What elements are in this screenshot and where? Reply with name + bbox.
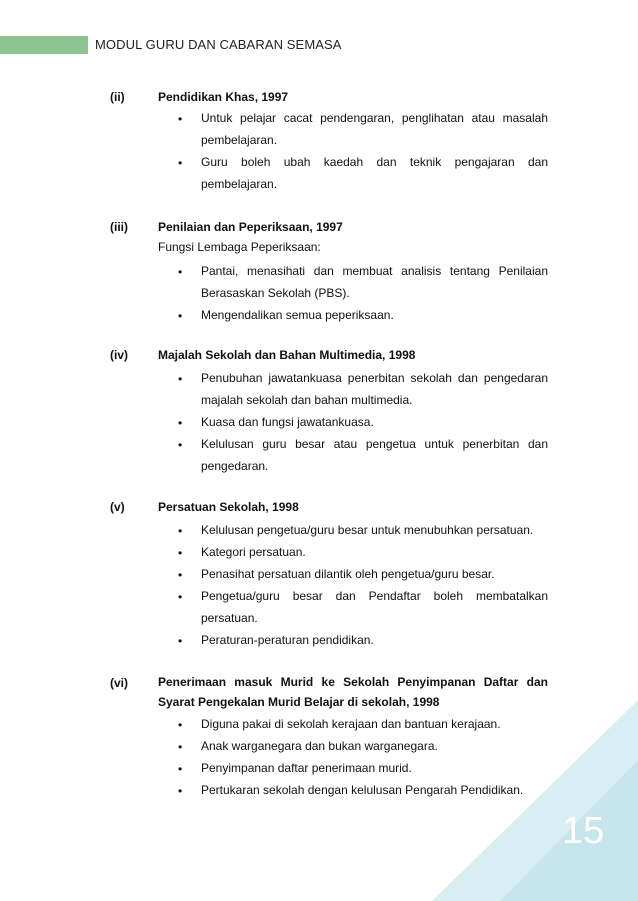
bullet-icon: • [178,762,183,776]
section-number: (ii) [110,90,125,104]
section-heading: Penerimaan masuk Murid ke Sekolah Penyimpanan Daftar dan Syarat Pengekalan Murid Belajar di sekolah, 1998 [158,675,548,709]
bullet-icon: • [178,718,183,732]
header-color-bar [0,36,88,54]
section-heading: Persatuan Sekolah, 1998 [158,500,299,514]
section-subheading: Fungsi Lembaga Peperiksaan: [158,240,321,254]
header-title: MODUL GURU DAN CABARAN SEMASA [95,37,342,52]
list-item: Guru boleh ubah kaedah dan teknik pengajaran dan pembelajaran. [201,155,548,191]
bullet-icon: • [178,634,183,648]
bullet-icon: • [178,438,183,452]
list-item: Pantai, menasihati dan membuat analisis tentang Penilaian Berasaskan Sekolah (PBS). [201,264,548,300]
bullet-icon: • [178,416,183,430]
section-heading: Penilaian dan Peperiksaan, 1997 [158,220,343,234]
bullet-icon: • [178,546,183,560]
bullet-icon: • [178,740,183,754]
bullet-icon: • [178,112,183,126]
section-number: (vi) [110,676,128,690]
section-heading: Pendidikan Khas, 1997 [158,90,289,104]
bullet-icon: • [178,372,183,386]
list-item: Untuk pelajar cacat pendengaran, penglihatan atau masalah pembelajaran. [201,111,548,147]
bullet-icon: • [178,568,183,582]
section-heading: Majalah Sekolah dan Bahan Multimedia, 1998 [158,348,416,362]
list-item: Peraturan-peraturan pendidikan. [201,633,374,647]
bullet-icon: • [178,309,183,323]
list-item: Penyimpanan daftar penerimaan murid. [201,761,412,775]
bullet-icon: • [178,784,183,798]
list-item: Kuasa dan fungsi jawatankuasa. [201,415,374,429]
bullet-icon: • [178,156,183,170]
list-item: Pertukaran sekolah dengan kelulusan Pengarah Pendidikan. [201,783,524,797]
bullet-icon: • [178,265,183,279]
list-item: Pengetua/guru besar dan Pendaftar boleh membatalkan persatuan. [201,589,548,625]
list-item: Mengendalikan semua peperiksaan. [201,308,394,322]
list-item: Kategori persatuan. [201,545,306,559]
list-item: Penasihat persatuan dilantik oleh pengetua/guru besar. [201,567,495,581]
section-number: (iii) [110,220,128,234]
list-item: Kelulusan pengetua/guru besar untuk menubuhkan persatuan. [201,523,534,537]
section-number: (iv) [110,348,128,362]
bullet-icon: • [178,590,183,604]
list-item: Kelulusan guru besar atau pengetua untuk penerbitan dan pengedaran. [201,437,548,473]
list-item: Anak warganegara dan bukan warganegara. [201,739,438,753]
page-number: 15 [562,810,605,852]
section-number: (v) [110,500,125,514]
list-item: Penubuhan jawatankuasa penerbitan sekolah dan pengedaran majalah sekolah dan bahan multimedia. [201,371,548,407]
list-item: Diguna pakai di sekolah kerajaan dan bantuan kerajaan. [201,717,501,731]
bullet-icon: • [178,524,183,538]
